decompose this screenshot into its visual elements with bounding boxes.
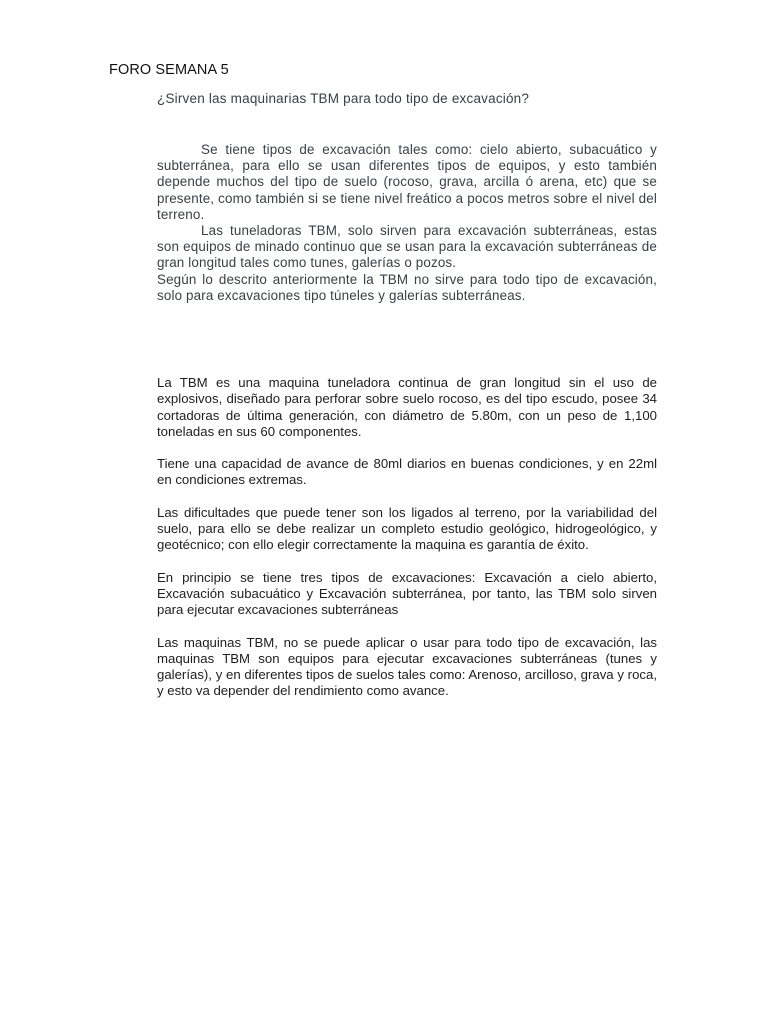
- paragraph-excavation-principles: En principio se tiene tres tipos de excavaciones: Excavación a cielo abierto, Excavación subacuático y Excavación subterránea, por tanto, las TBM solo sirven para ejecutar excavaciones subterráneas: [157, 569, 657, 618]
- paragraph-advance-capacity: Tiene una capacidad de avance de 80ml diarios en buenas condiciones, y en 22ml en condiciones extremas.: [157, 456, 657, 488]
- paragraph-tbm-underground: Las tuneladoras TBM, solo sirven para excavación subterráneas, estas son equipos de minado continuo que se usan para la excavación subterráneas de gran longitud tales como tunes, galerías o pozos.: [157, 223, 657, 271]
- paragraph-difficulties: Las dificultades que puede tener son los ligados al terreno, por la variabilidad del suelo, para ello se debe realizar un completo estudio geológico, hidrogeológico, y geotécnico; con ello elegir correctamente la maquina es garantía de éxito.: [157, 504, 657, 553]
- forum-question: ¿Sirven las maquinarias TBM para todo tipo de excavación?: [157, 91, 530, 106]
- paragraph-tbm-description: La TBM es una maquina tuneladora continua de gran longitud sin el uso de explosivos, diseñado para perforar sobre suelo rocoso, es del tipo escudo, posee 34 cortadoras de última generación, con diámetro de 5.80m, con un peso de 1,100 toneladas en sus 60 componentes.: [157, 375, 657, 439]
- paragraph-conclusion-b: Las maquinas TBM, no se puede aplicar o usar para todo tipo de excavación, las maquinas TBM son equipos para ejecutar excavaciones subterráneas (tunes y galerías), y en diferentes tipos de suelos tales como: Arenoso, arcilloso, grava y roca, y esto va depender del rendimiento como avance.: [157, 634, 657, 699]
- answer-section-a: [157, 142, 657, 304]
- paragraph-excavation-types: Se tiene tipos de excavación tales como: cielo abierto, subacuático y subterránea, para ello se usan diferentes tipos de equipos, y esto también depende muchos del tipo de suelo (rocoso, grava, arcilla ó arena, etc) que se presente, como también si se tiene nivel freático a pocos metros sobre el nivel del terreno.: [157, 142, 657, 222]
- answer-section-b: [157, 375, 657, 716]
- paragraph-conclusion-a: Según lo descrito anteriormente la TBM no sirve para todo tipo de excavación, solo para excavaciones tipo túneles y galerías subterráneas.: [157, 271, 657, 303]
- document-title: FORO SEMANA 5: [109, 62, 229, 78]
